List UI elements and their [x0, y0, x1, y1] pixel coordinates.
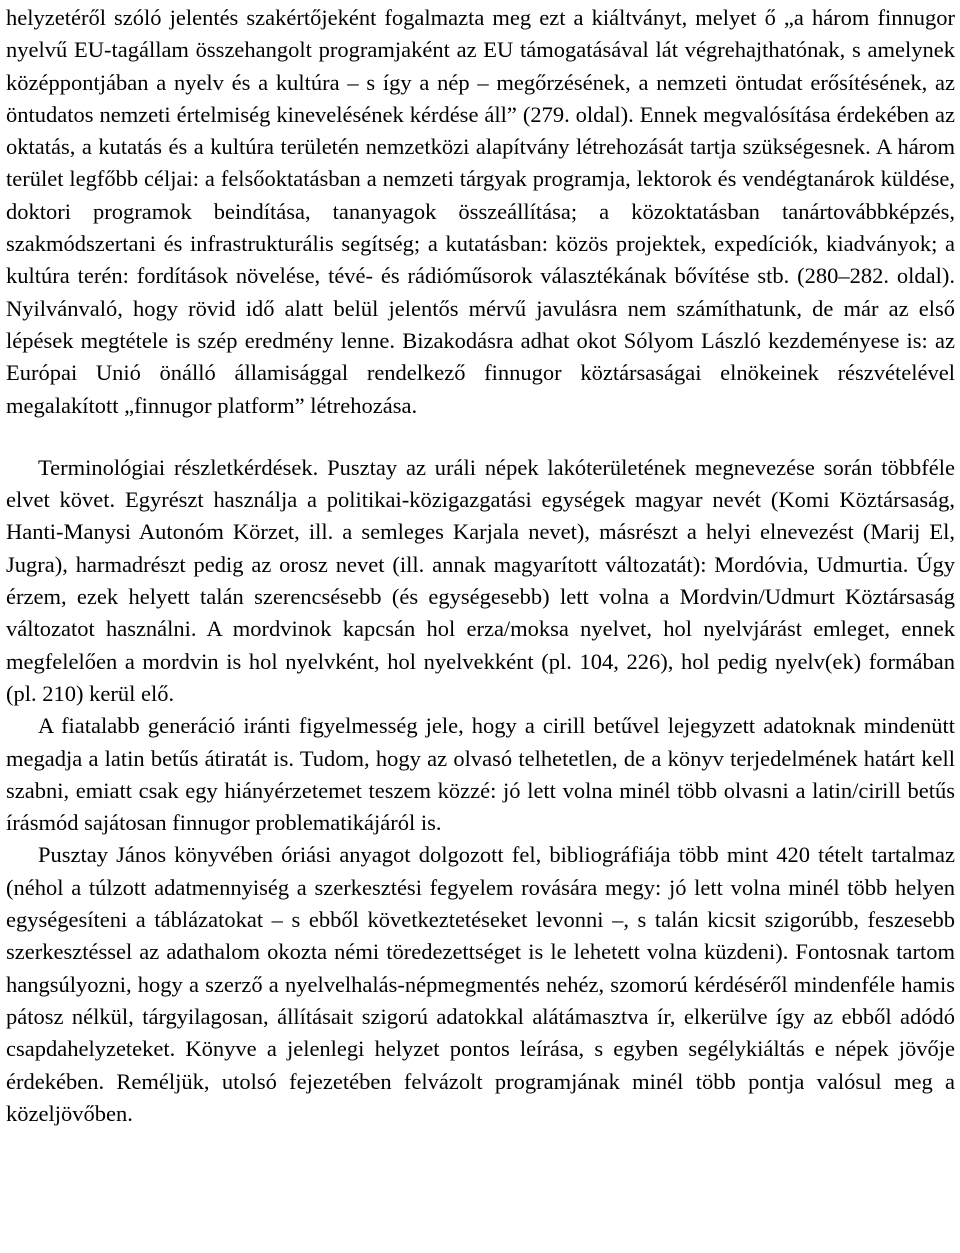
- paragraph-transliteration: A fiatalabb generáció iránti figyelmesség jele, hogy a cirill betűvel lejegyzett adatoknak mindenütt megadja a latin betűs átiratát is. Tudom, hogy az olvasó telhetetlen, de a könyv terjedelmének határt kell szabni, emiatt csak egy hiányérzetemet teszem közzé: jó lett volna minél több olvasni a latin/cirill betűs írásmód sajátosan finnugor problematikájáról is.: [6, 713, 955, 836]
- paragraph-conclusion: Pusztay János könyvében óriási anyagot dolgozott fel, bibliográfiája több mint 420 tételt tartalmaz (néhol a túlzott adatmennyiség a szerkesztési fegyelem rovására megy: jó lett volna minél több helyen egységesíteni a táblázatokat – s ebből következtetéseket levonni –, s talán kicsit szigorúbb, feszesebb szerkesztéssel az adathalom okozta némi töredezettséget is le lehetett volna küzdeni). Fontosnak tartom hangsúlyozni, hogy a szerző a nyelvelhalás-népmegmentés nehéz, szomorú kérdéséről mindenféle hamis pátosz nélkül, tárgyilagosan, állításait szigorú adatokkal alátámasztva ír, elkerülve így az ebből adódó csapdahelyzeteket. Könyve a jelenlegi helyzet pontos leírása, s egyben segélykiáltás e népek jövője érdekében. Reméljük, utolsó fejezetében felvázolt programjának minél több pontja valósul meg a közeljövőben.: [6, 842, 955, 1126]
- paragraph-continuation: helyzetéről szóló jelentés szakértőjeként fogalmazta meg ezt a kiáltványt, melyet ő „a három finnugor nyelvű EU-tagállam összehangolt programjaként az EU támogatásával lát végrehajthatónak, s amelynek középpontjában a nyelv és a kultúra – s így a nép – megőrzésének, a nemzeti öntudat erősítésének, az öntudatos nemzeti értelmiség kinevelésének kérdése áll” (279. oldal). Ennek megvalósítása érdekében az oktatás, a kutatás és a kultúra területén nemzetközi alapítvány létrehozását tartja szükségesnek. A három terület legfőbb céljai: a felsőoktatásban a nemzeti tárgyak programja, lektorok és vendégtanárok küldése, doktori programok beindítása, tananyagok összeállítása; a közoktatásban tanártovábbképzés, szakmódszertani és infrastrukturális segítség; a kutatásban: közös projektek, expedíciók, kiadványok; a kultúra terén: fordítások növelése, tévé- és rádióműsorok választékának bővítése stb. (280–282. oldal). Nyilvánvaló, hogy rövid idő alatt belül jelentős mérvű javulásra nem számíthatunk, de már az első lépések megtétele is szép eredmény lenne. Bizakodásra adhat okot Sólyom László kezdeményese is: az Európai Unió önálló államisággal rendelkező finnugor köztársaságai elnökeinek részvételével megalakított „finnugor platform” létrehozása.: [6, 5, 955, 418]
- paragraph-terminology: Terminológiai részletkérdések. Pusztay az uráli népek lakóterületének megnevezése során többféle elvet követ. Egyrészt használja a politikai-közigazgatási egységek magyar nevét (Komi Köztársaság, Hanti-Manysi Autonóm Körzet, ill. a semleges Karjala nevet), másrészt a helyi elnevezést (Marij El, Jugra), harmadrészt pedig az orosz nevet (ill. annak magyarított változatát): Mordóvia, Udmurtia. Úgy érzem, ezek helyett talán szerencsésebb (és egységesebb) lett volna a Mordvin/Udmurt Köztársaság változatot használni. A mordvinok kapcsán hol erza/moksa nyelvet, hol nyelvjárást emleget, ennek megfelelően a mordvin is hol nyelvként, hol nyelvekként (pl. 104, 226), hol pedig nyelv(ek) formában (pl. 210) kerül elő.: [6, 454, 955, 706]
